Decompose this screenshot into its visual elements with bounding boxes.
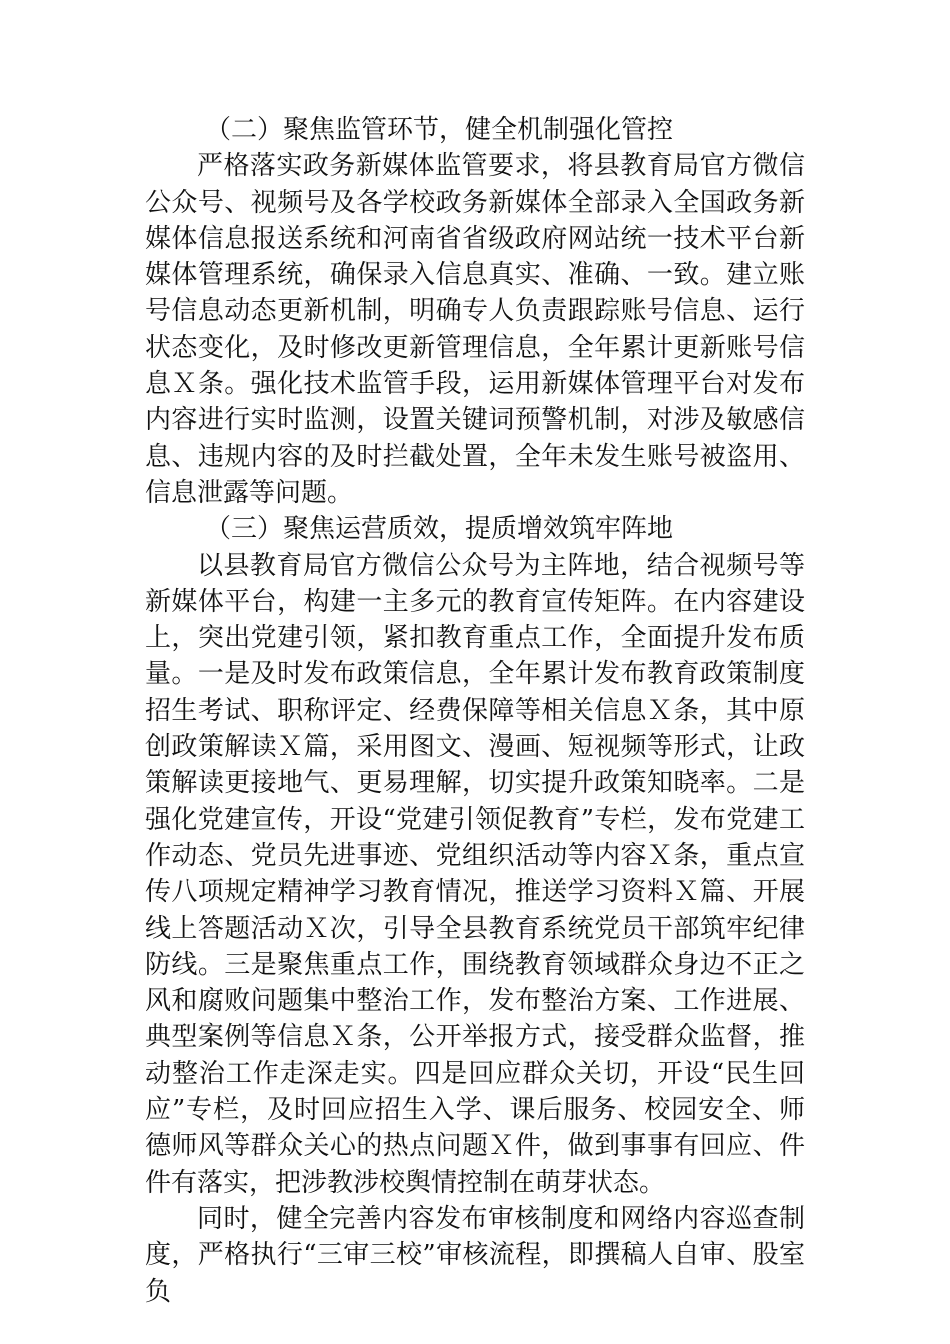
section-2-paragraph-1: 严格落实政务新媒体监管要求，将县教育局官方微信公众号、视频号及各学校政务新媒体全部录入全国政务新媒体信息报送系统和河南省省级政府网站统一技术平台新媒体管理系统，确保录入信息真实、准确、一致。建立账号信息动态更新机制，明确专人负责跟踪账号信息、运行状态变化，及时修改更新管理信息，全年累计更新账号信息Ｘ条。强化技术监管手段，运用新媒体管理平台对发布内容进行实时监测，设置关键词预警机制，对涉及敏感信息、违规内容的及时拦截处置，全年未发生账号被盗用、信息泄露等问题。 <box>145 151 805 508</box>
document-body <box>145 112 805 1310</box>
section-3-paragraph-1: 以县教育局官方微信公众号为主阵地，结合视频号等新媒体平台，构建一主多元的教育宣传矩阵。在内容建设上，突出党建引领，紧扣教育重点工作，全面提升发布质量。一是及时发布政策信息，全年累计发布教育政策制度招生考试、职称评定、经费保障等相关信息Ｘ条，其中原创政策解读Ｘ篇，采用图文、漫画、短视频等形式，让政策解读更接地气、更易理解，切实提升政策知晓率。二是强化党建宣传，开设“党建引领促教育”专栏，发布党建工作动态、党员先进事迹、党组织活动等内容Ｘ条，重点宣传八项规定精神学习教育情况，推送学习资料Ｘ篇、开展线上答题活动Ｘ次，引导全县教育系统党员干部筑牢纪律防线。三是聚焦重点工作，围绕教育领域群众身边不正之风和腐败问题集中整治工作，发布整治方案、工作进展、典型案例等信息Ｘ条，公开举报方式，接受群众监督，推动整治工作走深走实。四是回应群众关切，开设“民生回应”专栏，及时回应招生入学、课后服务、校园安全、师德师风等群众关心的热点问题Ｘ件，做到事事有回应、件件有落实，把涉教涉校舆情控制在萌芽状态。 <box>145 550 805 1198</box>
section-heading-2: （二）聚焦监管环节，健全机制强化管控 <box>205 115 674 145</box>
section-heading-3: （三）聚焦运营质效，提质增效筑牢阵地 <box>205 514 674 545</box>
section-3-paragraph-2: 同时，健全完善内容发布审核制度和网络内容巡查制度，严格执行“三审三校”审核流程，即撰稿人自审、股室负 <box>145 1203 805 1307</box>
